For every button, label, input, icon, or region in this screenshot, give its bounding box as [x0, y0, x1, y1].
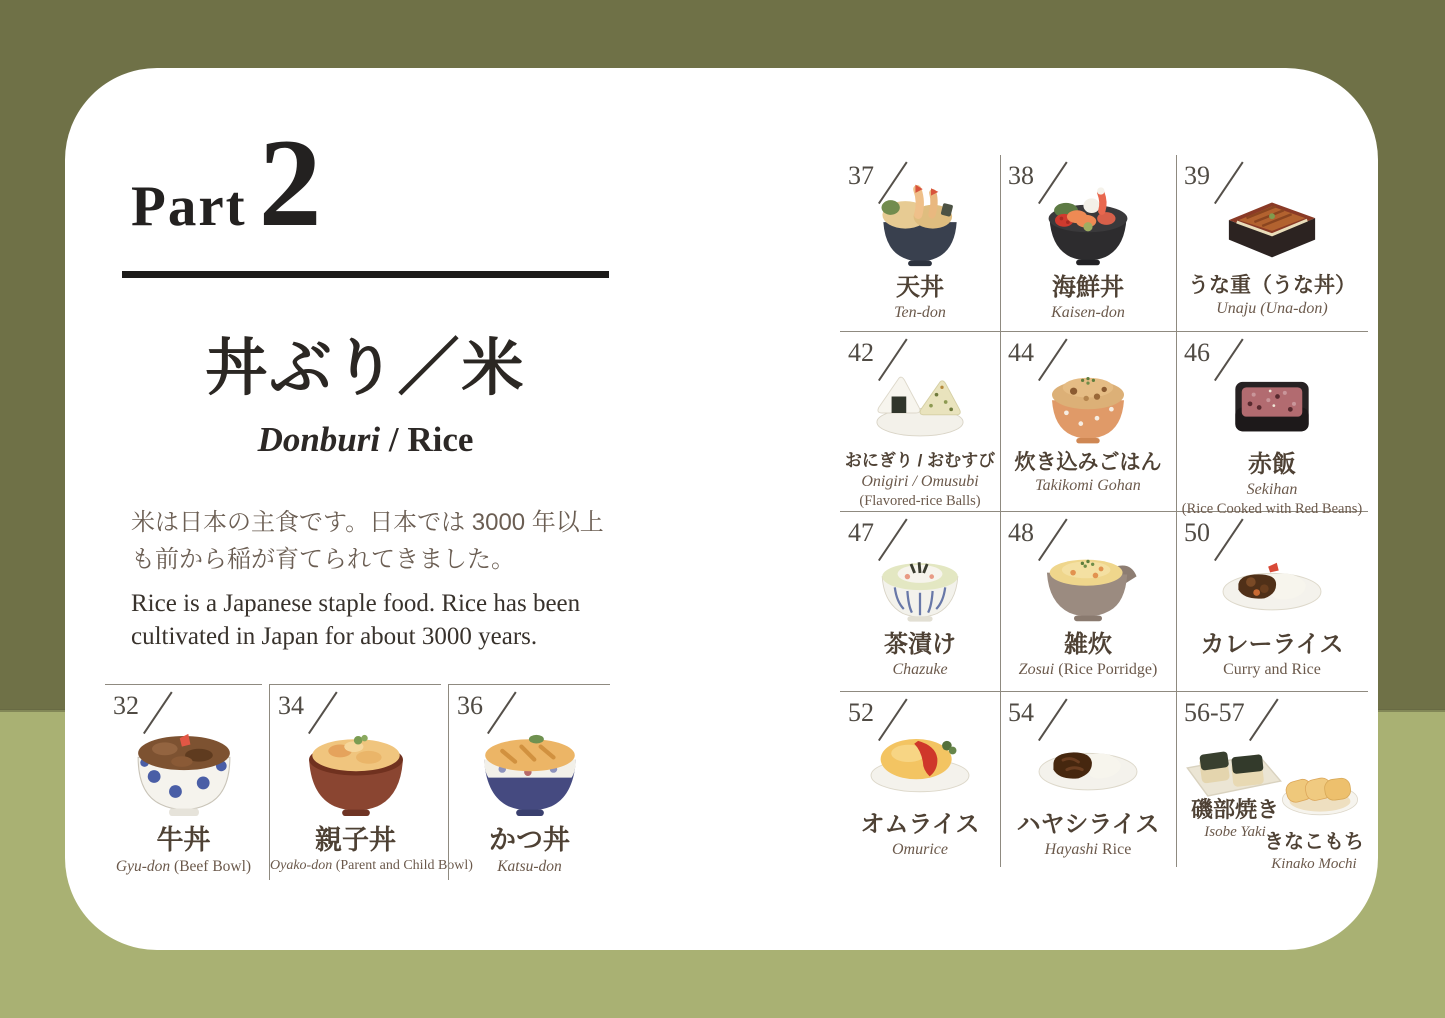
page-number-slash-icon: [141, 691, 171, 737]
index-grid: [840, 155, 1368, 880]
item-name-japanese: 茶漬け: [884, 631, 956, 658]
item-name-japanese: 磯部焼き: [1190, 797, 1279, 822]
page-number-slash-icon: [1036, 161, 1066, 207]
chapter-title-english-italic: Donburi: [257, 420, 381, 459]
page-number-slash-icon: [1036, 698, 1066, 744]
featured-item-gyudon: [105, 684, 262, 880]
item-name-subtitle: (Rice Cooked with Red Beans): [1181, 500, 1363, 517]
item-name-japanese: きなこもち: [1264, 831, 1364, 853]
item-name-japanese: おにぎり / おむすび: [844, 451, 996, 470]
page-number-slash-icon: [1247, 698, 1277, 744]
item-name-english: Katsu-don: [497, 858, 562, 876]
chapter-title-japanese: 丼ぶり／米: [205, 334, 526, 403]
grid-item-curry-rice: [1176, 512, 1368, 692]
page-number-text: 32: [113, 691, 139, 720]
grid-item-tendon: [840, 155, 1000, 332]
item-name-japanese: 牛丼: [156, 825, 211, 855]
page-number-slash-icon: [876, 161, 906, 207]
page-number-text: 54: [1008, 698, 1034, 727]
item-name-english: Kaisen-don: [1051, 303, 1125, 321]
chapter-title-english-plain: / Rice: [388, 420, 474, 459]
page-number-slash-icon: [876, 698, 906, 744]
page-card: [65, 68, 1378, 950]
page-number: [278, 691, 336, 737]
page-number-slash-icon: [876, 338, 906, 384]
page-number-text: 37: [848, 161, 874, 190]
item-name-english: Zosui (Rice Porridge): [1018, 660, 1158, 678]
page-number-text: 56-57: [1184, 698, 1245, 727]
featured-item-katsudon: [448, 684, 610, 880]
page-number-slash-icon: [1036, 338, 1066, 384]
grid-item-unaju: [1176, 155, 1368, 332]
page-number-slash-icon: [876, 518, 906, 564]
featured-items-row: [105, 684, 610, 880]
item-name-english: Takikomi Gohan: [1035, 477, 1141, 495]
grid-item-onigiri: [840, 332, 1000, 512]
item-name-japanese: かつ丼: [489, 825, 570, 855]
page-number-slash-icon: [485, 691, 515, 737]
item-name-japanese: 海鮮丼: [1052, 274, 1124, 301]
grid-item-chazuke: [840, 512, 1000, 692]
item-name-english: Kinako Mochi: [1271, 856, 1357, 872]
item-name-english: Chazuke: [892, 660, 948, 678]
page-number-slash-icon: [1212, 518, 1242, 564]
page-number: [113, 691, 171, 737]
page-number-slash-icon: [1212, 161, 1242, 207]
item-name-english: Sekihan: [1246, 480, 1298, 498]
item-name-english: Hayashi Rice: [1044, 840, 1132, 858]
page-number-text: 42: [848, 338, 874, 367]
page-number-slash-icon: [1036, 518, 1066, 564]
page-number: [457, 691, 515, 737]
page-number-text: 52: [848, 698, 874, 727]
item-name-english: Unaju (Una-don): [1216, 300, 1328, 318]
page-number-text: 44: [1008, 338, 1034, 367]
page-number-text: 46: [1184, 338, 1210, 367]
page-number-text: 34: [278, 691, 304, 720]
grid-item-isobeyaki-kinakomochi: [1176, 692, 1368, 880]
grid-item-kaisendon: [1000, 155, 1176, 332]
chapter-intro: [131, 504, 613, 653]
grid-item-takikomi-gohan: [1000, 332, 1176, 512]
intro-english: Rice is a Japanese staple food. Rice has been cultivated in Japan for about 3000 years.: [131, 590, 581, 651]
part-number: 2: [258, 114, 322, 253]
chapter-title-english: [122, 420, 609, 460]
kinako-plate-icon: [1272, 758, 1368, 827]
item-name-english: Onigiri / Omusubi: [861, 472, 979, 490]
grid-item-sekihan: [1176, 332, 1368, 517]
item-name-japanese: 親子丼: [315, 825, 396, 855]
grid-item-hayashi-rice: [1000, 692, 1176, 880]
item-name-english: Curry and Rice: [1223, 660, 1321, 678]
item-name-japanese: 天丼: [896, 274, 944, 301]
kinakomochi-labels: [1256, 830, 1372, 874]
item-name-subtitle: (Flavored-rice Balls): [859, 492, 981, 509]
item-name-japanese: オムライス: [860, 811, 980, 838]
item-name-japanese: 雑炊: [1064, 631, 1112, 658]
part-heading: [131, 114, 322, 253]
item-name-english: Oyako-don (Parent and Child Bowl): [270, 858, 473, 874]
part-label: Part: [131, 175, 247, 238]
item-name-japanese: ハヤシライス: [1016, 811, 1160, 838]
item-name-japanese: うな重（うな丼）: [1188, 274, 1356, 297]
grid-item-zosui: [1000, 512, 1176, 692]
item-name-japanese: カレーライス: [1200, 631, 1344, 658]
grid-item-omurice: [840, 692, 1000, 880]
item-name-english: Gyu-don (Beef Bowl): [115, 858, 252, 876]
item-name-english: Ten-don: [894, 303, 946, 321]
page-number-text: 36: [457, 691, 483, 720]
item-name-japanese: 赤飯: [1248, 451, 1296, 478]
page-number-text: 39: [1184, 161, 1210, 190]
page-number-text: 47: [848, 518, 874, 547]
item-name-english: Isobe Yaki: [1204, 824, 1266, 841]
page-number-text: 48: [1008, 518, 1034, 547]
heading-rule: [122, 271, 609, 278]
page-number-slash-icon: [306, 691, 336, 737]
item-name-japanese: 炊き込みごはん: [1014, 451, 1162, 474]
item-name-english: Omurice: [892, 840, 948, 858]
page-number-text: 38: [1008, 161, 1034, 190]
page-number-text: 50: [1184, 518, 1210, 547]
page-number-slash-icon: [1212, 338, 1242, 384]
intro-japanese: 米は日本の主食です。日本では 3000 年以上も前から稲が育てられてきました。: [131, 509, 604, 574]
